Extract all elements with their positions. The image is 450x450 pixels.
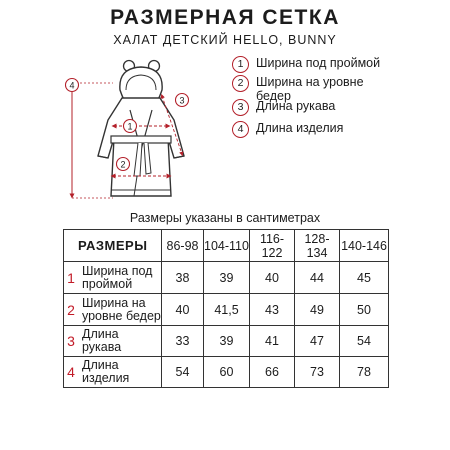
size-header: 104-110	[204, 230, 250, 262]
legend-label: Длина изделия	[256, 121, 344, 135]
legend-number: 2	[232, 75, 249, 92]
value-cell: 49	[295, 294, 340, 326]
row-number: 4	[67, 364, 75, 380]
row-number: 2	[67, 301, 75, 318]
row-label-cell	[64, 262, 162, 294]
row-label-cell	[64, 357, 162, 388]
value-cell: 44	[295, 262, 340, 294]
marker-1-icon	[124, 120, 137, 133]
legend-number: 3	[232, 99, 249, 116]
size-table	[63, 229, 389, 388]
value-cell: 73	[295, 357, 340, 388]
svg-text:3: 3	[179, 95, 185, 106]
svg-text:2: 2	[120, 159, 126, 170]
product-subtitle: ХАЛАТ ДЕТСКИЙ HELLO, BUNNY	[113, 33, 337, 47]
table-row	[64, 326, 389, 357]
value-cell: 40	[162, 294, 204, 326]
row-number: 1	[67, 269, 75, 286]
size-header: 86-98	[162, 230, 204, 262]
marker-4-icon	[66, 79, 79, 92]
value-cell: 54	[340, 326, 389, 357]
legend-item	[232, 56, 406, 73]
value-cell: 66	[250, 357, 295, 388]
row-label: Ширина под проймой	[82, 263, 153, 291]
marker-3-icon	[176, 94, 189, 107]
value-cell: 39	[204, 262, 250, 294]
robe-belt	[111, 136, 171, 143]
legend-number: 1	[232, 56, 249, 73]
value-cell: 78	[340, 357, 389, 388]
value-cell: 45	[340, 262, 389, 294]
legend-label: Длина рукава	[256, 99, 336, 113]
value-cell: 54	[162, 357, 204, 388]
table-row	[64, 262, 389, 294]
units-note: Размеры указаны в сантиметрах	[129, 211, 321, 225]
table-row	[64, 294, 389, 326]
row-label: Длина рукава	[82, 327, 122, 354]
value-cell: 60	[204, 357, 250, 388]
page-title: РАЗМЕРНАЯ СЕТКА	[110, 6, 340, 29]
row-label-cell	[64, 294, 162, 326]
value-cell: 39	[204, 326, 250, 357]
row-label-cell	[64, 326, 162, 357]
size-header: 116-122	[250, 230, 295, 262]
row-label: Длина изделия	[82, 358, 130, 385]
table-header-row	[64, 230, 389, 262]
value-cell: 43	[250, 294, 295, 326]
legend-number: 4	[232, 121, 249, 138]
value-cell: 33	[162, 326, 204, 357]
value-cell: 40	[250, 262, 295, 294]
size-header: 128-134	[295, 230, 340, 262]
value-cell: 41	[250, 326, 295, 357]
value-cell: 41,5	[204, 294, 250, 326]
header-sizes-label: РАЗМЕРЫ	[64, 230, 162, 262]
legend-item	[232, 99, 406, 116]
row-number: 3	[67, 333, 75, 349]
legend-label: Ширина под проймой	[256, 56, 381, 70]
value-cell: 47	[295, 326, 340, 357]
marker-2-icon	[117, 158, 130, 171]
value-cell: 50	[340, 294, 389, 326]
table-row	[64, 357, 389, 388]
svg-text:4: 4	[69, 80, 75, 91]
svg-text:1: 1	[127, 121, 133, 132]
size-header: 140-146	[340, 230, 389, 262]
value-cell: 38	[162, 262, 204, 294]
row-label: Ширина на уровне бедер	[82, 295, 161, 323]
legend-item	[232, 121, 406, 138]
robe-measurement-diagram	[58, 58, 208, 206]
legend-label: Ширина на уровне бедер	[256, 75, 364, 103]
